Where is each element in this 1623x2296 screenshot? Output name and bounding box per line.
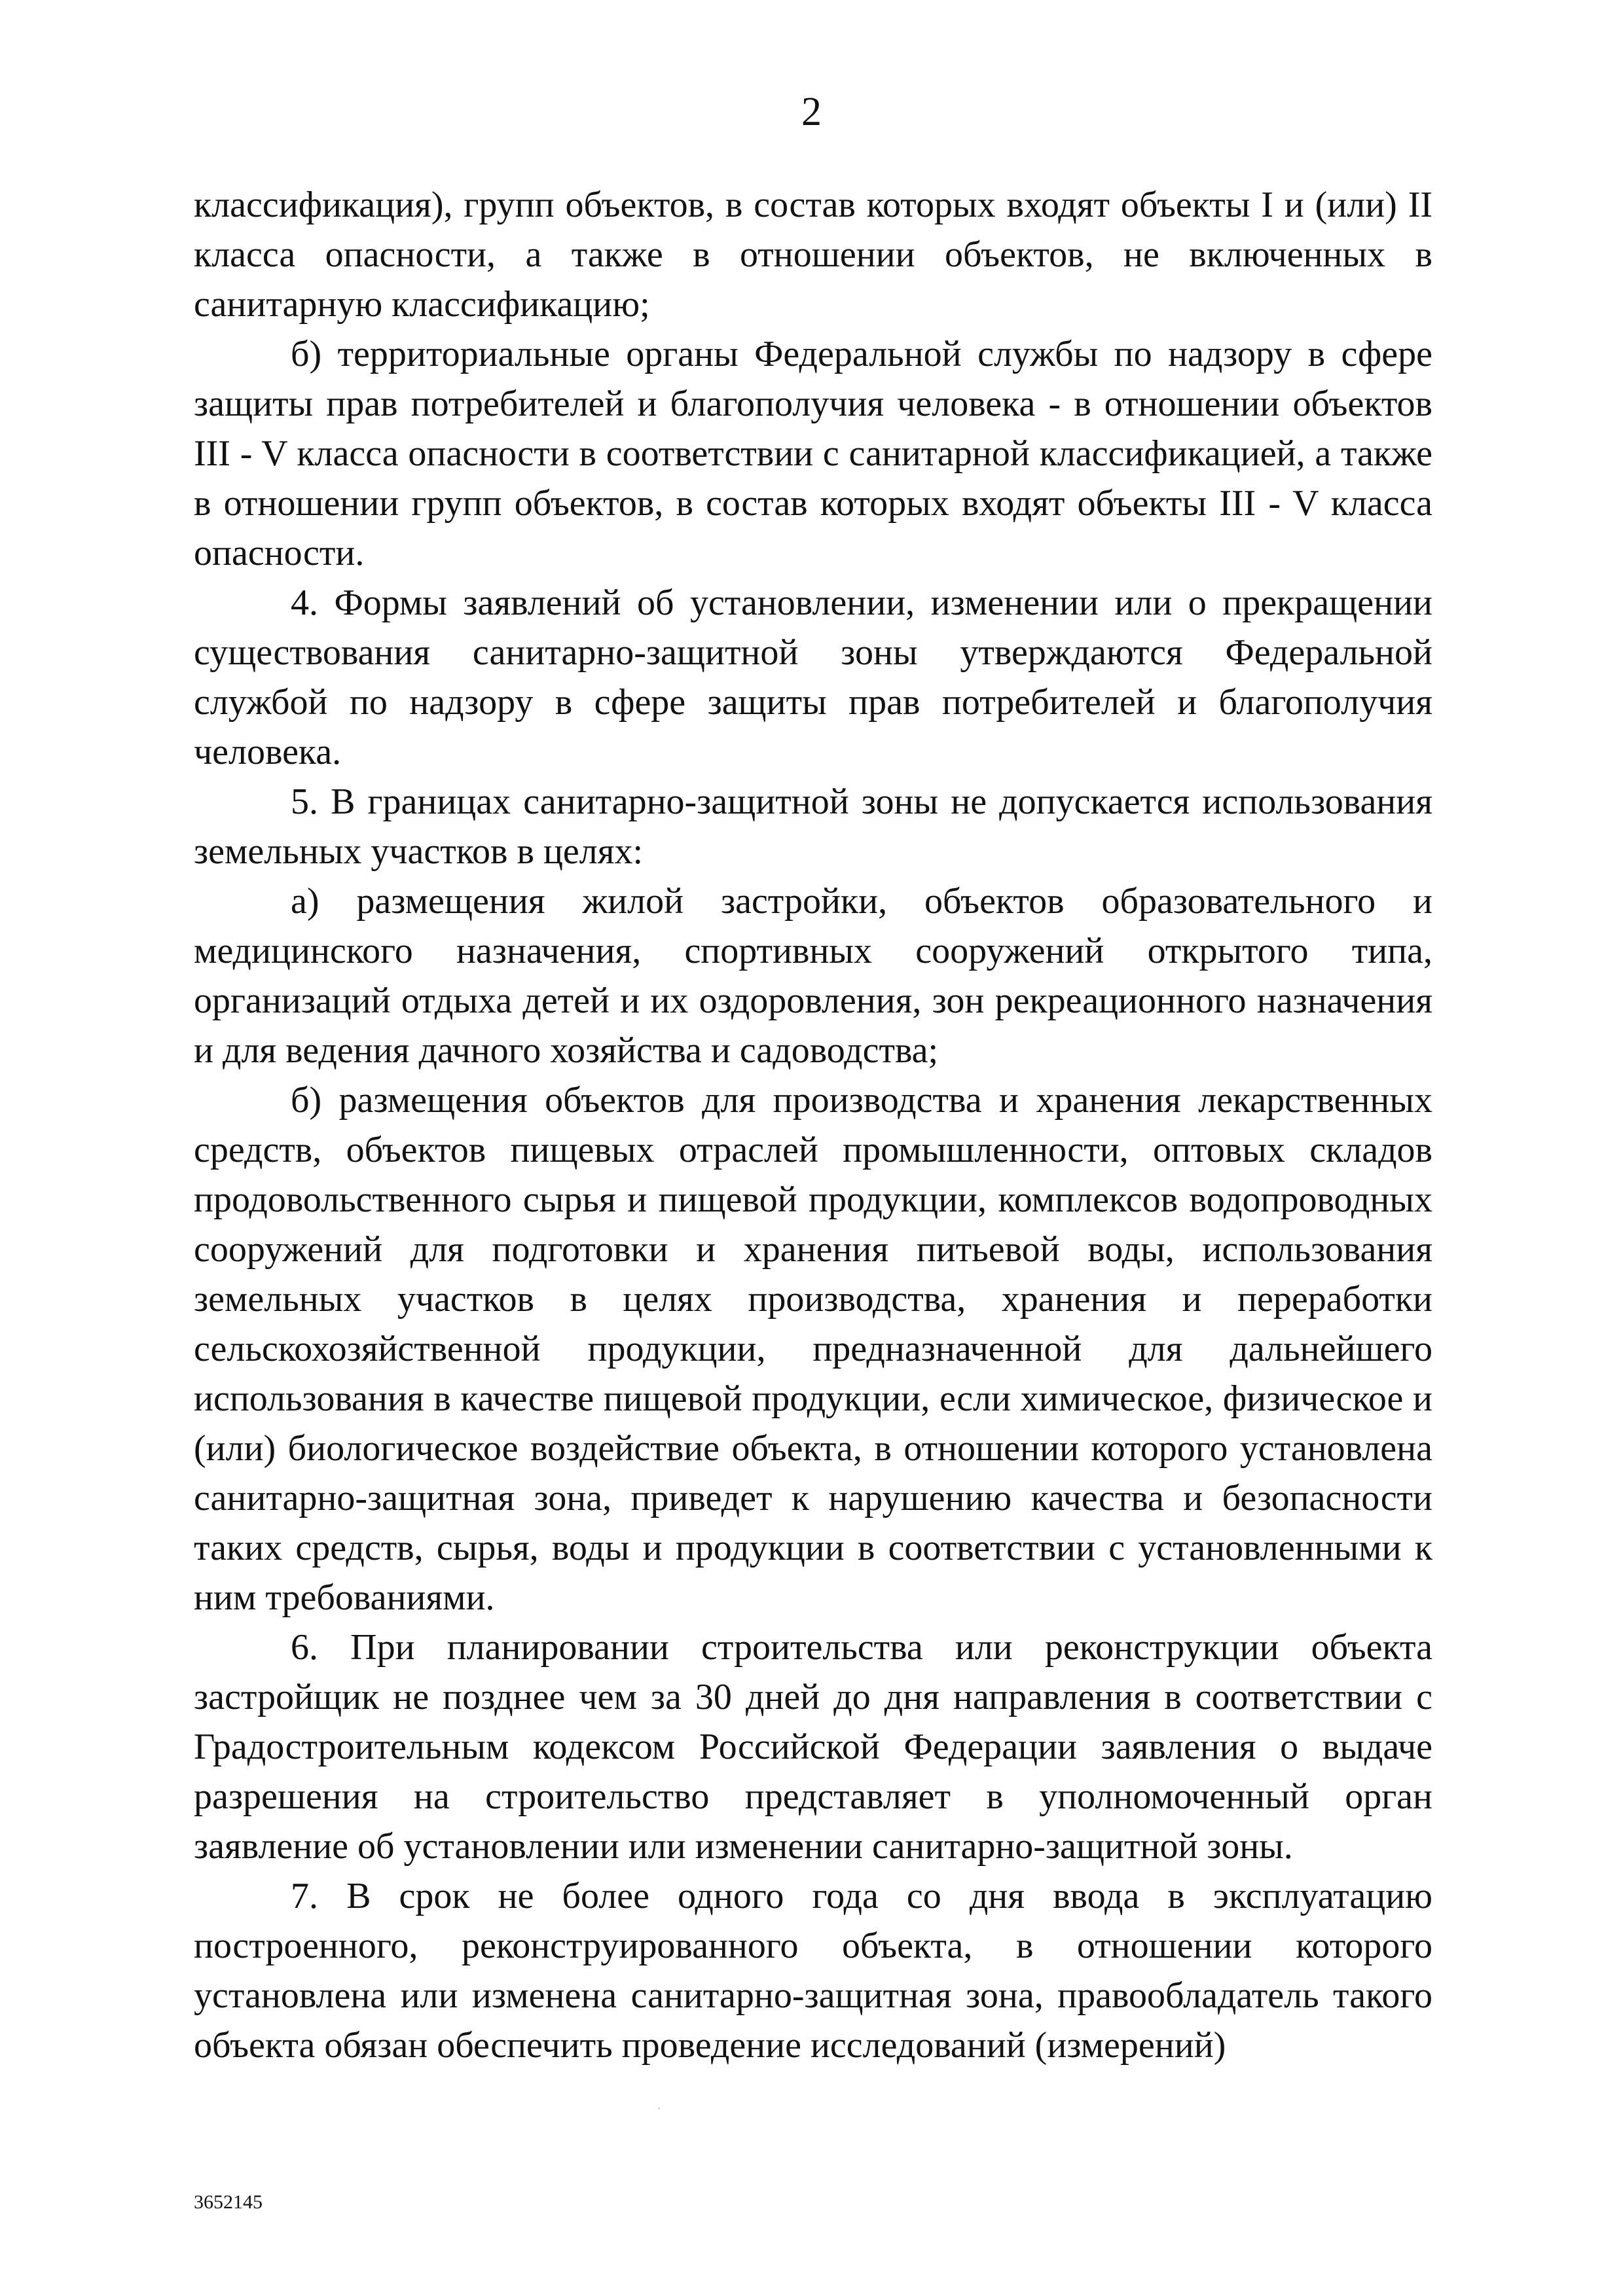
paragraph-item-b-territorial-bodies: б) территориальные органы Федеральной службы по надзору в сфере защиты прав потребителей и благополучия человека - в отношении объектов III - V класса опасности в соответствии с санитарной классификацией, а также в отношении групп объектов, в состав которых входят объекты III - V класса опасности. <box>194 334 1432 573</box>
paragraph-continuation: классификация), групп объектов, в состав которых входят объекты I и (или) II класса опасности, а также в отношении объектов, не включенных в санитарную классификацию; <box>194 185 1432 325</box>
paragraph-clause-6: 6. При планировании строительства или реконструкции объекта застройщик не позднее чем за 30 дней до дня направления в соответствии с Градостроительным кодексом Российской Федерации заявления о выдаче разрешения на строительство представляет в уполномоченный орган заявление об установлении или изменении санитарно-защитной зоны. <box>194 1627 1432 1867</box>
scan-speck <box>658 2108 660 2109</box>
paragraph-clause-7: 7. В срок не более одного года со дня ввода в эксплуатацию построенного, реконструированного объекта, в отношении которого установлена или изменена санитарно-защитная зона, правообладатель такого объекта обязан обеспечить проведение исследований (измерений) <box>194 1876 1432 2066</box>
paragraph-clause-4: 4. Формы заявлений об установлении, изменении или о прекращении существования санитарно-защитной зоны утверждаются Федеральной службой по надзору в сфере защиты прав потребителей и благополучия человека. <box>194 583 1432 772</box>
document-code: 3652145 <box>194 2191 263 2213</box>
paragraph-clause-5-item-b: б) размещения объектов для производства и хранения лекарственных средств, объектов пищевых отраслей промышленности, оптовых складов продовольственного сырья и пищевой продукции, комплексов водопроводных сооружений для подготовки и хранения питьевой воды, использования земельных участков в целях производства, хранения и переработки сельскохозяйственной продукции, предназначенной для дальнейшего использования в качестве пищевой продукции, если химическое, физическое и (или) биологическое воздействие объекта, в отношении которого установлена санитарно-защитная зона, приведет к нарушению качества и безопасности таких средств, сырья, воды и продукции в соответствии с установленными к ним требованиями. <box>194 1080 1432 1618</box>
page-number: 2 <box>801 90 822 134</box>
paragraph-clause-5-item-a: а) размещения жилой застройки, объектов образовательного и медицинского назначения, спортивных сооружений открытого типа, организаций отдыха детей и их оздоровления, зон рекреационного назначения и для ведения дачного хозяйства и садоводства; <box>194 881 1432 1071</box>
document-body <box>194 180 1432 2070</box>
paragraph-clause-5: 5. В границах санитарно-защитной зоны не допускается использования земельных участков в целях: <box>194 781 1432 872</box>
